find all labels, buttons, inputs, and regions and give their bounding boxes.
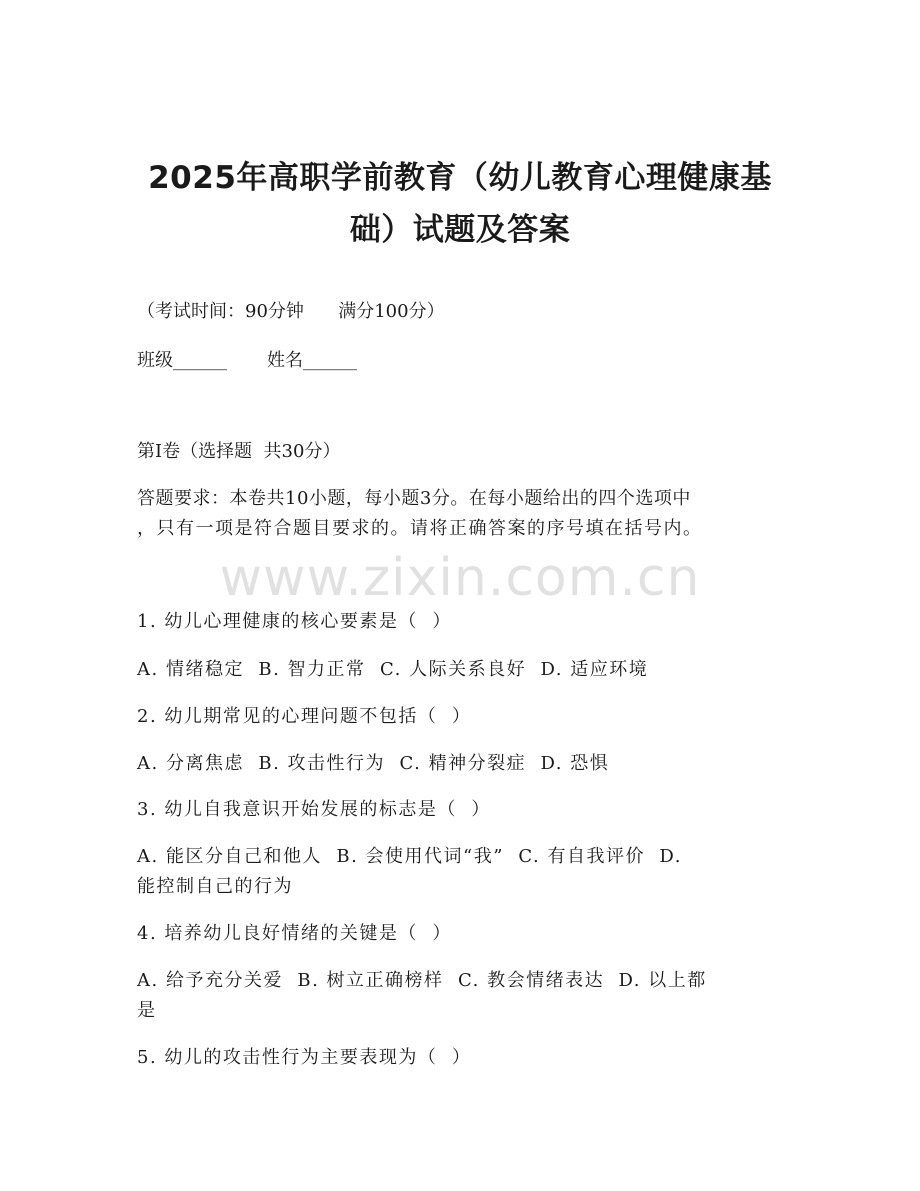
section-title: 第I卷（选择题 共30分） (137, 441, 341, 462)
question-3-stem: 3. 幼儿自我意识开始发展的标志是（ ） (137, 799, 491, 820)
document-title (100, 152, 820, 256)
question-2-options: A. 分离焦虑 B. 攻击性行为 C. 精神分裂症 D. 恐惧 (137, 753, 610, 774)
question-1-stem: 1. 幼儿心理健康的核心要素是（ ） (137, 611, 452, 632)
question-4-options-line-2: 是 (137, 1000, 157, 1021)
title-line-1: 2025年高职学前教育（幼儿教育心理健康基 (148, 160, 772, 196)
class-name-fields: 班级______ 姓名______ (137, 350, 358, 371)
instructions-line-1: 答题要求：本卷共10小题，每小题3分。在每小题给出的四个选项中 (137, 488, 691, 509)
question-5-stem: 5. 幼儿的攻击性行为主要表现为（ ） (137, 1047, 472, 1068)
title-line-2: 础）试题及答案 (349, 212, 571, 248)
question-3-options-line-2: 能控制自己的行为 (137, 876, 293, 897)
watermark: www.zixin.com.cn (219, 548, 701, 608)
question-1-options: A. 情绪稳定 B. 智力正常 C. 人际关系良好 D. 适应环境 (137, 659, 649, 680)
question-2-stem: 2. 幼儿期常见的心理问题不包括（ ） (137, 706, 472, 727)
question-4-options-line-1: A. 给予充分关爱 B. 树立正确榜样 C. 教会情绪表达 D. 以上都 (137, 970, 707, 991)
question-3-options-line-1: A. 能区分自己和他人 B. 会使用代词“我” C. 有自我评价 D. (137, 846, 682, 867)
question-4-stem: 4. 培养幼儿良好情绪的关键是（ ） (137, 923, 452, 944)
exam-info: （考试时间：90分钟 满分100分） (137, 301, 445, 322)
instructions-line-2: ，只有一项是符合题目要求的。请将正确答案的序号填在括号内。 (137, 518, 703, 539)
